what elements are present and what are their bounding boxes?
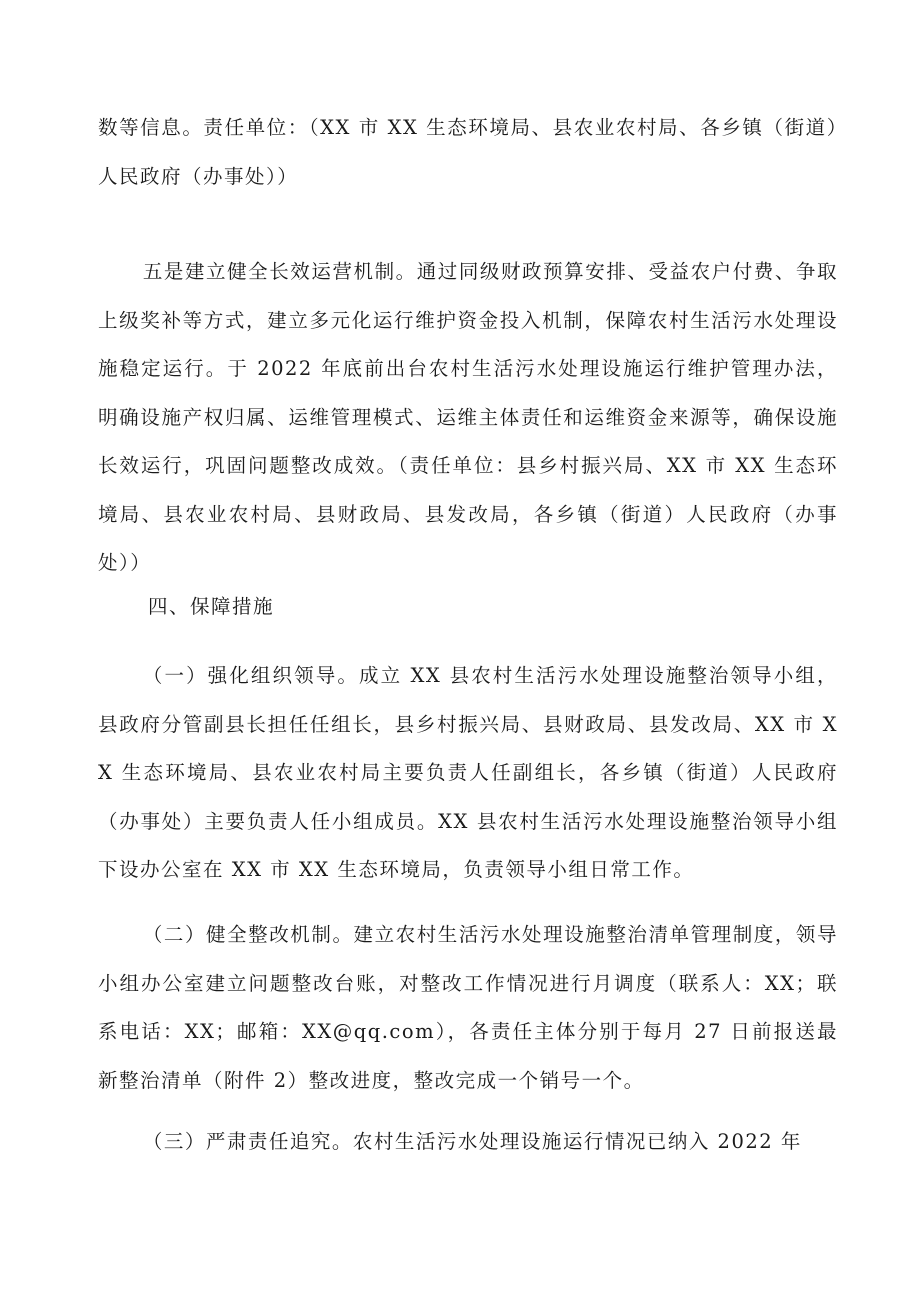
paragraph-organization-leadership: （一）强化组织领导。成立 XX 县农村生活污水处理设施整治领导小组，县政府分管副县长担任任组长，县乡村振兴局、县财政局、县发改局、XX 市 XX 生态环境局、县农业农村局主要负责人任副组长，各乡镇（街道）人民政府（办事处）主要负责人任小组成员。XX 县农村生活污水处理设施整治领导小组下设办公室在 XX 市 XX 生态环境局，负责领导小组日常工作。 <box>98 664 838 881</box>
paragraph-accountability: （三）严肃责任追究。农村生活污水处理设施运行情况已纳入 2022 年 <box>142 1130 802 1153</box>
paragraph-rectification-mechanism: （二）健全整改机制。建立农村生活污水处理设施整治清单管理制度，领导小组办公室建立问题整改台账，对整改工作情况进行月调度（联系人：XX；联系电话：XX；邮箱：XX@qq.com），各责任主体分别于每月 27 日前报送最新整治清单（附件 2）整改进度，整改完成一个销号一个。 <box>98 923 838 1092</box>
paragraph-continuation: 数等信息。责任单位：（XX 市 XX 生态环境局、县农业农村局、各乡镇（街道）人民政府（办事处）） <box>98 116 838 188</box>
section-heading-safeguards: 四、保障措施 <box>148 595 275 618</box>
paragraph-long-term-operation: 五是建立健全长效运营机制。通过同级财政预算安排、受益农户付费、争取上级奖补等方式，建立多元化运行维护资金投入机制，保障农村生活污水处理设施稳定运行。于 2022 年底前出台农村生活污水处理设施运行维护管理办法，明确设施产权归属、运维管理模式、运维主体责任和运维资金来源等，确保设施长效运行，巩固问题整改成效。（责任单位：县乡村振兴局、XX 市 XX 生态环境局、县农业农村局、县财政局、县发改局，各乡镇（街道）人民政府（办事处）） <box>98 260 838 574</box>
